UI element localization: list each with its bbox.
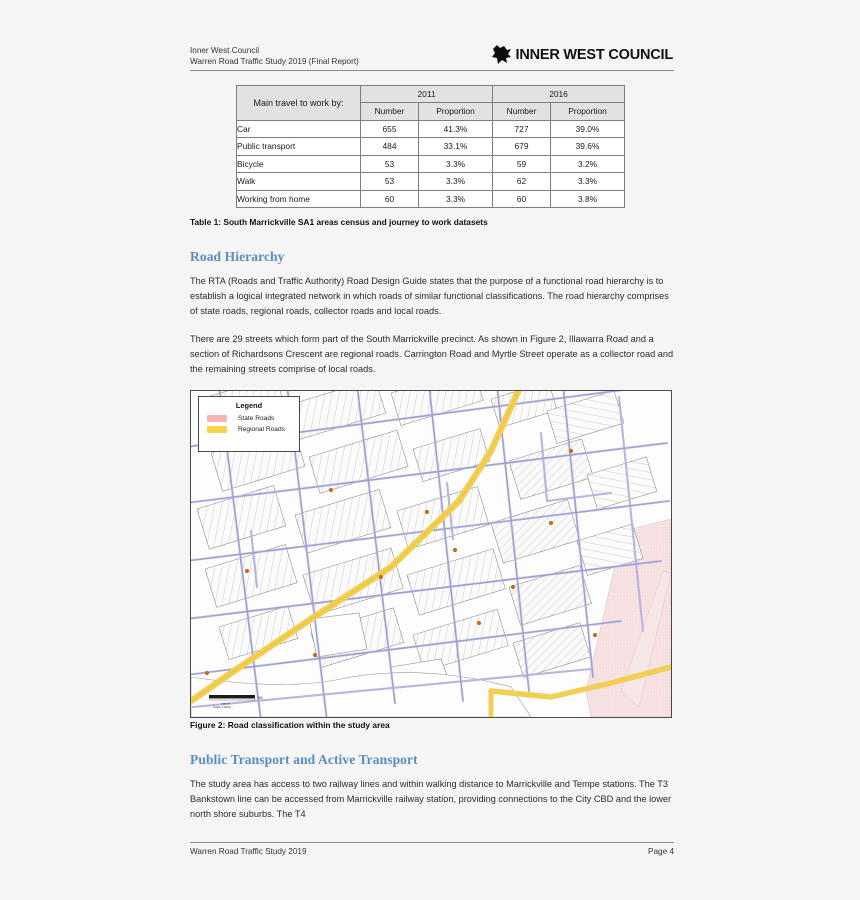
table-header-proportion-2011: Proportion bbox=[419, 103, 493, 121]
state-roads-swatch bbox=[207, 415, 227, 422]
table-header-proportion-2016: Proportion bbox=[551, 103, 625, 121]
header-document-title bbox=[190, 44, 359, 68]
table-header-row-years bbox=[237, 85, 625, 103]
map-legend bbox=[198, 396, 300, 452]
legend-label-regional-roads: Regional Roads bbox=[238, 426, 285, 434]
census-table-container bbox=[190, 85, 674, 209]
table-header-number-2011: Number bbox=[361, 103, 419, 121]
table-header-year-2011: 2011 bbox=[361, 85, 493, 103]
row-label: Working from home bbox=[237, 190, 361, 208]
paragraph-public-transport: The study area has access to two railway lines and within walking distance to Marrickville and Tempe stations. The T3 Bankstown line can be accessed from Marrickville railway station, providing connections to the City CBD and the lower north shore suburbs. The T4 bbox=[190, 779, 672, 820]
footer-report-title: Warren Road Traffic Study 2019 bbox=[190, 847, 307, 856]
document-footer bbox=[190, 842, 674, 856]
cell-proportion-2016: 3.8% bbox=[551, 190, 625, 208]
cell-proportion-2011: 3.3% bbox=[419, 173, 493, 191]
legend-label-state-roads: State Roads bbox=[238, 415, 275, 423]
table-header-number-2016: Number bbox=[493, 103, 551, 121]
cell-number-2016: 59 bbox=[493, 155, 551, 173]
cell-proportion-2016: 39.0% bbox=[551, 120, 625, 138]
table-header-year-2016: 2016 bbox=[493, 85, 625, 103]
page-content bbox=[190, 44, 674, 835]
cell-proportion-2016: 3.2% bbox=[551, 155, 625, 173]
cell-proportion-2011: 3.3% bbox=[419, 155, 493, 173]
table-header-category: Main travel to work by: bbox=[237, 85, 361, 120]
table-row bbox=[237, 155, 625, 173]
cell-number-2011: 60 bbox=[361, 190, 419, 208]
heading-road-hierarchy: Road Hierarchy bbox=[190, 249, 285, 265]
cell-proportion-2011: 41.3% bbox=[419, 120, 493, 138]
table-row bbox=[237, 173, 625, 191]
scale-bar-icon bbox=[209, 693, 269, 709]
paragraph-road-hierarchy-2: There are 29 streets which form part of the South Marrickville precinct. As shown in Figure 2, Illawarra Road and a section of Richardsons Crescent are regional roads. Carrington Road and Myrtle Street operate as a collector road and the remaining streets comprise of local roads. bbox=[190, 334, 674, 375]
header-line-council: Inner West Council bbox=[190, 46, 260, 55]
svg-text:Scale 1:4000: Scale 1:4000 bbox=[213, 705, 231, 710]
inner-west-council-logo bbox=[491, 44, 674, 65]
logo-wordmark: INNER WEST COUNCIL bbox=[515, 46, 673, 63]
cell-number-2011: 53 bbox=[361, 155, 419, 173]
svg-text:100: 100 bbox=[257, 696, 263, 701]
cell-proportion-2016: 3.3% bbox=[551, 173, 625, 191]
figure-2 bbox=[190, 390, 672, 730]
cell-number-2016: 60 bbox=[493, 190, 551, 208]
row-label: Walk bbox=[237, 173, 361, 191]
row-label: Bicycle bbox=[237, 155, 361, 173]
table-row bbox=[237, 138, 625, 156]
cell-number-2011: 53 bbox=[361, 173, 419, 191]
regional-roads-swatch bbox=[207, 426, 227, 433]
row-label: Car bbox=[237, 120, 361, 138]
cell-number-2011: 484 bbox=[361, 138, 419, 156]
cell-proportion-2011: 3.3% bbox=[419, 190, 493, 208]
table-row bbox=[237, 120, 625, 138]
svg-text:metres: metres bbox=[221, 701, 231, 706]
legend-item-regional-roads bbox=[207, 426, 299, 433]
census-table bbox=[236, 85, 625, 209]
paragraph-road-hierarchy-1: The RTA (Roads and Traffic Authority) Road Design Guide states that the purpose of a functional road hierarchy is to establish a logical integrated network in which roads of similar functional classifications. The road hierarchy comprises of state roads, regional roads, collector roads and local roads. bbox=[190, 276, 669, 317]
table-caption: Table 1: South Marrickville SA1 areas census and journey to work datasets bbox=[190, 217, 488, 228]
header-line-report: Warren Road Traffic Study 2019 (Final Report) bbox=[190, 57, 359, 67]
table-row bbox=[237, 190, 625, 208]
road-classification-map bbox=[190, 390, 672, 718]
document-header bbox=[190, 44, 674, 71]
cell-proportion-2011: 33.1% bbox=[419, 138, 493, 156]
heading-public-transport: Public Transport and Active Transport bbox=[190, 752, 418, 768]
cell-number-2016: 727 bbox=[493, 120, 551, 138]
cell-number-2016: 679 bbox=[493, 138, 551, 156]
map-scale-bar bbox=[209, 693, 269, 709]
cell-number-2016: 62 bbox=[493, 173, 551, 191]
footer-page-number: Page 4 bbox=[648, 847, 674, 856]
cell-number-2011: 655 bbox=[361, 120, 419, 138]
row-label: Public transport bbox=[237, 138, 361, 156]
council-area-outline-icon bbox=[491, 44, 513, 65]
legend-item-state-roads bbox=[207, 415, 299, 422]
figure-2-caption: Figure 2: Road classification within the study area bbox=[190, 720, 390, 731]
legend-title: Legend bbox=[235, 401, 263, 411]
cell-proportion-2016: 39.6% bbox=[551, 138, 625, 156]
